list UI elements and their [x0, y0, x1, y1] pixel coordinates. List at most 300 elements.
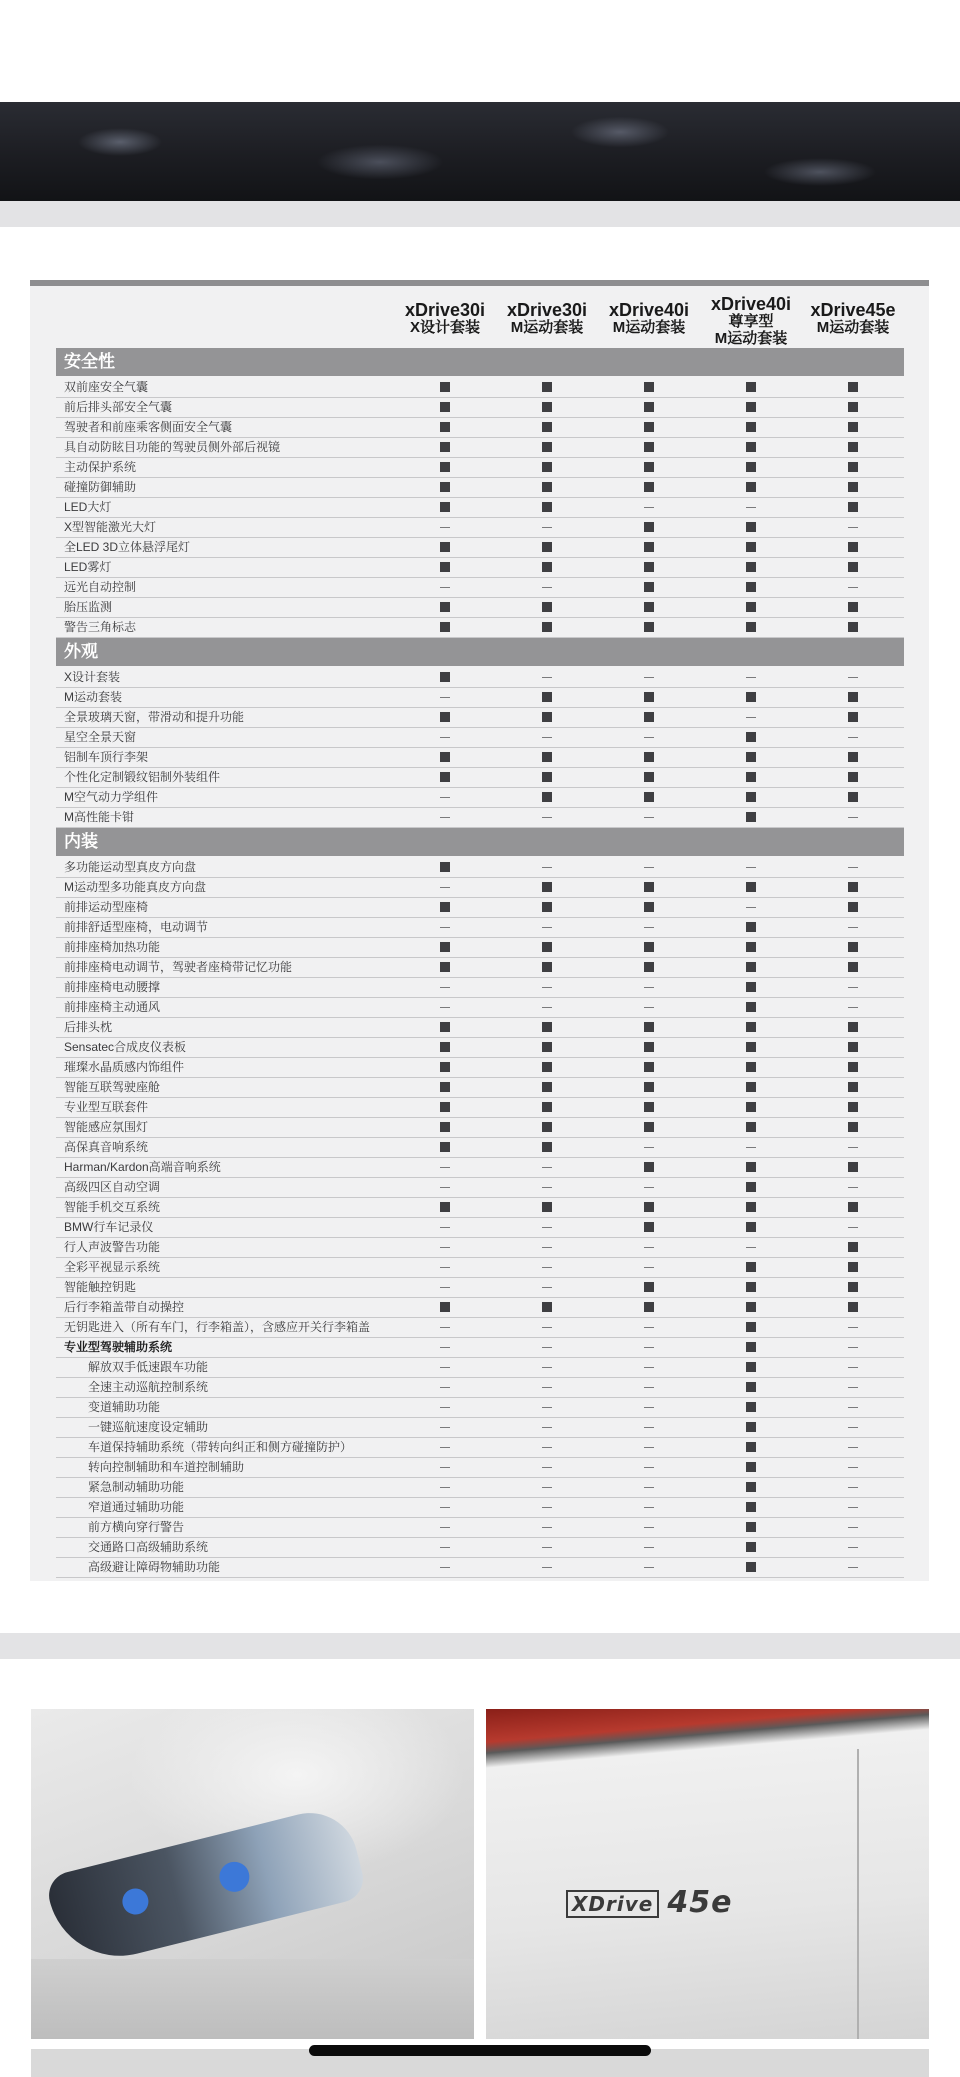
- section-header: 安全性: [56, 348, 904, 376]
- feature-label: 胎压监测: [64, 600, 113, 614]
- table-row: [56, 768, 904, 788]
- standard-mark: [741, 1218, 761, 1237]
- standard-mark: [741, 748, 761, 767]
- not-available-mark: [843, 858, 863, 877]
- standard-mark: [639, 598, 659, 617]
- not-available-mark: [639, 1498, 659, 1517]
- not-available-mark: [639, 808, 659, 827]
- not-available-mark: [435, 1238, 455, 1257]
- standard-mark: [435, 768, 455, 787]
- standard-mark: [435, 668, 455, 687]
- feature-label: 全LED 3D立体悬浮尾灯: [64, 540, 191, 554]
- standard-mark: [741, 378, 761, 397]
- not-available-mark: [435, 1538, 455, 1557]
- feature-label: 星空全景天窗: [64, 730, 137, 744]
- standard-mark: [639, 1218, 659, 1237]
- feature-label: 全景玻璃天窗，带滑动和提升功能: [64, 710, 245, 724]
- standard-mark: [741, 1318, 761, 1337]
- column-header-line: X设计套装: [409, 319, 480, 336]
- not-available-mark: [537, 998, 557, 1017]
- standard-mark: [843, 1238, 863, 1257]
- headlight-image: [44, 1803, 368, 1971]
- not-available-mark: [843, 918, 863, 937]
- table-row: [56, 1058, 904, 1078]
- standard-mark: [741, 1018, 761, 1037]
- not-available-mark: [639, 1138, 659, 1157]
- standard-mark: [741, 728, 761, 747]
- standard-mark: [843, 788, 863, 807]
- feature-label: 双前座安全气囊: [64, 380, 149, 394]
- feature-label: 前排座椅电动腰撑: [64, 980, 161, 994]
- feature-label: 前排运动型座椅: [64, 900, 149, 914]
- table-row: [56, 788, 904, 808]
- not-available-mark: [639, 1438, 659, 1457]
- standard-mark: [435, 898, 455, 917]
- feature-label: 智能感应氛围灯: [64, 1120, 149, 1134]
- standard-mark: [741, 1078, 761, 1097]
- standard-mark: [639, 898, 659, 917]
- standard-mark: [741, 398, 761, 417]
- not-available-mark: [741, 708, 761, 727]
- standard-mark: [741, 1478, 761, 1497]
- table-row: [56, 1158, 904, 1178]
- standard-mark: [741, 788, 761, 807]
- standard-mark: [537, 458, 557, 477]
- not-available-mark: [435, 878, 455, 897]
- not-available-mark: [537, 668, 557, 687]
- standard-mark: [639, 1158, 659, 1177]
- standard-mark: [537, 708, 557, 727]
- feature-label: 转向控制辅助和车道控制辅助: [88, 1460, 245, 1474]
- standard-mark: [435, 958, 455, 977]
- table-row: [56, 478, 904, 498]
- standard-mark: [843, 688, 863, 707]
- not-available-mark: [843, 1218, 863, 1237]
- not-available-mark: [843, 1378, 863, 1397]
- standard-mark: [741, 978, 761, 997]
- table-row: [56, 708, 904, 728]
- standard-mark: [843, 378, 863, 397]
- table-row: [56, 958, 904, 978]
- standard-mark: [435, 478, 455, 497]
- table-row: [56, 1338, 904, 1358]
- standard-mark: [537, 1138, 557, 1157]
- column-header: [700, 296, 802, 347]
- not-available-mark: [537, 1498, 557, 1517]
- not-available-mark: [639, 1258, 659, 1277]
- standard-mark: [639, 1098, 659, 1117]
- not-available-mark: [435, 578, 455, 597]
- standard-mark: [537, 878, 557, 897]
- not-available-mark: [639, 1378, 659, 1397]
- not-available-mark: [537, 1258, 557, 1277]
- feature-label: 全彩平视显示系统: [64, 1260, 161, 1274]
- feature-label: X型智能激光大灯: [64, 520, 157, 534]
- feature-label: 铝制车顶行李架: [64, 750, 149, 764]
- not-available-mark: [843, 1178, 863, 1197]
- standard-mark: [537, 1078, 557, 1097]
- table-row: [56, 578, 904, 598]
- feature-label: X设计套装: [64, 670, 121, 684]
- standard-mark: [741, 578, 761, 597]
- not-available-mark: [435, 978, 455, 997]
- feature-label: 高级四区自动空调: [64, 1180, 161, 1194]
- table-row: [56, 1258, 904, 1278]
- not-available-mark: [639, 1558, 659, 1577]
- standard-mark: [741, 1398, 761, 1417]
- standard-mark: [435, 418, 455, 437]
- table-row: [56, 398, 904, 418]
- not-available-mark: [537, 1318, 557, 1337]
- standard-mark: [843, 498, 863, 517]
- standard-mark: [537, 398, 557, 417]
- not-available-mark: [639, 728, 659, 747]
- table-row: [56, 1438, 904, 1458]
- not-available-mark: [537, 808, 557, 827]
- standard-mark: [843, 768, 863, 787]
- standard-mark: [537, 1298, 557, 1317]
- not-available-mark: [435, 1278, 455, 1297]
- standard-mark: [639, 398, 659, 417]
- feature-label: 警告三角标志: [64, 620, 137, 634]
- standard-mark: [741, 1198, 761, 1217]
- feature-label: 交通路口高级辅助系统: [88, 1540, 209, 1554]
- standard-mark: [741, 1518, 761, 1537]
- feature-label: 车道保持辅助系统（带转向纠正和侧方碰撞防护）: [88, 1440, 353, 1454]
- standard-mark: [843, 1058, 863, 1077]
- standard-mark: [639, 418, 659, 437]
- not-available-mark: [843, 978, 863, 997]
- standard-mark: [537, 788, 557, 807]
- not-available-mark: [537, 1398, 557, 1417]
- standard-mark: [537, 1118, 557, 1137]
- standard-mark: [537, 478, 557, 497]
- table-row: [56, 1358, 904, 1378]
- standard-mark: [639, 578, 659, 597]
- table-row: [56, 438, 904, 458]
- standard-mark: [843, 478, 863, 497]
- feature-label: 前排座椅主动通风: [64, 1000, 161, 1014]
- column-header-line: xDrive30i: [404, 300, 486, 320]
- standard-mark: [435, 378, 455, 397]
- standard-mark: [435, 1138, 455, 1157]
- standard-mark: [537, 538, 557, 557]
- standard-mark: [843, 398, 863, 417]
- standard-mark: [741, 808, 761, 827]
- feature-label: M高性能卡钳: [64, 810, 134, 824]
- standard-mark: [537, 438, 557, 457]
- not-available-mark: [843, 728, 863, 747]
- standard-mark: [537, 1098, 557, 1117]
- standard-mark: [741, 1378, 761, 1397]
- standard-mark: [435, 858, 455, 877]
- standard-mark: [435, 398, 455, 417]
- table-row: [56, 518, 904, 538]
- standard-mark: [435, 1058, 455, 1077]
- not-available-mark: [435, 1458, 455, 1477]
- standard-mark: [741, 768, 761, 787]
- feature-label: 一键巡航速度设定辅助: [88, 1420, 209, 1434]
- standard-mark: [537, 958, 557, 977]
- standard-mark: [537, 1038, 557, 1057]
- not-available-mark: [435, 1558, 455, 1577]
- not-available-mark: [435, 1178, 455, 1197]
- column-header-line: M运动套装: [510, 319, 584, 336]
- standard-mark: [537, 618, 557, 637]
- not-available-mark: [537, 1338, 557, 1357]
- section-header: 外观: [56, 638, 904, 666]
- not-available-mark: [843, 1498, 863, 1517]
- standard-mark: [741, 998, 761, 1017]
- standard-mark: [741, 688, 761, 707]
- feature-label: 主动保护系统: [64, 460, 137, 474]
- table-row: [56, 748, 904, 768]
- standard-mark: [741, 438, 761, 457]
- standard-mark: [435, 598, 455, 617]
- table-row: [56, 1098, 904, 1118]
- standard-mark: [537, 1058, 557, 1077]
- standard-mark: [639, 618, 659, 637]
- not-available-mark: [741, 858, 761, 877]
- not-available-mark: [537, 1178, 557, 1197]
- divider-band: [0, 1633, 960, 1659]
- not-available-mark: [843, 998, 863, 1017]
- table-row: [56, 1078, 904, 1098]
- standard-mark: [537, 598, 557, 617]
- standard-mark: [639, 478, 659, 497]
- standard-mark: [639, 518, 659, 537]
- standard-mark: [741, 1558, 761, 1577]
- standard-mark: [843, 1118, 863, 1137]
- table-row: [56, 1518, 904, 1538]
- column-header: [802, 302, 904, 336]
- standard-mark: [741, 1338, 761, 1357]
- column-header-line: M运动套装: [612, 319, 686, 336]
- standard-mark: [435, 558, 455, 577]
- feature-label: 远光自动控制: [64, 580, 137, 594]
- standard-mark: [741, 418, 761, 437]
- not-available-mark: [537, 728, 557, 747]
- not-available-mark: [639, 1358, 659, 1377]
- standard-mark: [741, 518, 761, 537]
- table-row: [56, 1178, 904, 1198]
- not-available-mark: [843, 1518, 863, 1537]
- not-available-mark: [435, 1518, 455, 1537]
- standard-mark: [741, 918, 761, 937]
- table-row: [56, 938, 904, 958]
- standard-mark: [843, 1258, 863, 1277]
- column-header-line: M运动套装: [816, 319, 890, 336]
- standard-mark: [843, 708, 863, 727]
- standard-mark: [435, 1098, 455, 1117]
- feature-label: 个性化定制锻纹铝制外装组件: [64, 770, 221, 784]
- standard-mark: [843, 598, 863, 617]
- feature-label: LED大灯: [64, 500, 112, 514]
- table-row: [56, 1318, 904, 1338]
- table-row: [56, 688, 904, 708]
- not-available-mark: [435, 1438, 455, 1457]
- standard-mark: [537, 768, 557, 787]
- standard-mark: [537, 1198, 557, 1217]
- table-row: [56, 418, 904, 438]
- standard-mark: [537, 898, 557, 917]
- standard-mark: [537, 938, 557, 957]
- standard-mark: [435, 1298, 455, 1317]
- feature-label: 前排座椅加热功能: [64, 940, 161, 954]
- not-available-mark: [639, 998, 659, 1017]
- feature-label: LED雾灯: [64, 560, 112, 574]
- standard-mark: [639, 378, 659, 397]
- standard-mark: [843, 418, 863, 437]
- not-available-mark: [537, 1278, 557, 1297]
- standard-mark: [639, 708, 659, 727]
- standard-mark: [741, 1178, 761, 1197]
- not-available-mark: [537, 1378, 557, 1397]
- not-available-mark: [435, 1378, 455, 1397]
- not-available-mark: [537, 1538, 557, 1557]
- not-available-mark: [843, 518, 863, 537]
- not-available-mark: [741, 668, 761, 687]
- feature-label: 后排头枕: [64, 1020, 113, 1034]
- not-available-mark: [639, 978, 659, 997]
- standard-mark: [639, 1078, 659, 1097]
- not-available-mark: [537, 1518, 557, 1537]
- standard-mark: [843, 1018, 863, 1037]
- standard-mark: [843, 538, 863, 557]
- column-header: [496, 302, 598, 336]
- not-available-mark: [435, 728, 455, 747]
- standard-mark: [639, 938, 659, 957]
- standard-mark: [741, 558, 761, 577]
- feature-label: M运动型多功能真皮方向盘: [64, 880, 206, 894]
- standard-mark: [741, 1118, 761, 1137]
- standard-mark: [843, 1098, 863, 1117]
- table-row: [56, 728, 904, 748]
- standard-mark: [435, 438, 455, 457]
- standard-mark: [639, 688, 659, 707]
- column-header-line: xDrive30i: [506, 300, 588, 320]
- model-badge-number: 45e: [667, 1885, 733, 1920]
- feature-label: 前排座椅电动调节，驾驶者座椅带记忆功能: [64, 960, 293, 974]
- not-available-mark: [435, 808, 455, 827]
- standard-mark: [843, 1298, 863, 1317]
- not-available-mark: [639, 1518, 659, 1537]
- table-row: [56, 1398, 904, 1418]
- standard-mark: [741, 1538, 761, 1557]
- not-available-mark: [639, 1338, 659, 1357]
- standard-mark: [435, 1038, 455, 1057]
- not-available-mark: [639, 1478, 659, 1497]
- feature-label: 后行李箱盖带自动操控: [64, 1300, 185, 1314]
- standard-mark: [741, 1298, 761, 1317]
- not-available-mark: [537, 918, 557, 937]
- table-row: [56, 978, 904, 998]
- standard-mark: [639, 748, 659, 767]
- table-row: [56, 1238, 904, 1258]
- table-row: [56, 858, 904, 878]
- not-available-mark: [537, 1238, 557, 1257]
- feature-label: 前方横向穿行警告: [88, 1520, 185, 1534]
- standard-mark: [843, 1158, 863, 1177]
- standard-mark: [435, 1118, 455, 1137]
- table-row: [56, 1218, 904, 1238]
- top-blank: [0, 0, 960, 102]
- feature-label: 具自动防眩目功能的驾驶员侧外部后视镜: [64, 440, 281, 454]
- table-row: [56, 498, 904, 518]
- not-available-mark: [639, 668, 659, 687]
- not-available-mark: [843, 1358, 863, 1377]
- not-available-mark: [435, 788, 455, 807]
- table-row: [56, 918, 904, 938]
- feature-label: 无钥匙进入（所有车门，行李箱盖），含感应开关行李箱盖: [64, 1320, 371, 1334]
- not-available-mark: [843, 1438, 863, 1457]
- feature-label: 紧急制动辅助功能: [88, 1480, 185, 1494]
- section-header: 内装: [56, 828, 904, 856]
- not-available-mark: [435, 998, 455, 1017]
- not-available-mark: [537, 1418, 557, 1437]
- standard-mark: [435, 1018, 455, 1037]
- table-row: [56, 598, 904, 618]
- standard-mark: [639, 1038, 659, 1057]
- badge-photo: [486, 1709, 929, 2039]
- standard-mark: [741, 878, 761, 897]
- not-available-mark: [537, 1438, 557, 1457]
- hero-lava-image: [0, 102, 960, 201]
- table-row: [56, 1278, 904, 1298]
- standard-mark: [843, 438, 863, 457]
- feature-label: Harman/Kardon高端音响系统: [64, 1160, 221, 1174]
- not-available-mark: [639, 1318, 659, 1337]
- feature-label: 驾驶者和前座乘客侧面安全气囊: [64, 420, 233, 434]
- not-available-mark: [435, 1218, 455, 1237]
- feature-label: 璀璨水晶质感内饰组件: [64, 1060, 185, 1074]
- standard-mark: [741, 1438, 761, 1457]
- home-indicator[interactable]: [309, 2045, 651, 2056]
- standard-mark: [435, 458, 455, 477]
- standard-mark: [843, 958, 863, 977]
- feature-label: 智能手机交互系统: [64, 1200, 161, 1214]
- table-row: [56, 538, 904, 558]
- spec-table: [30, 280, 929, 1581]
- standard-mark: [537, 688, 557, 707]
- column-header-line: xDrive40i: [710, 294, 792, 314]
- standard-mark: [843, 458, 863, 477]
- standard-mark: [435, 1198, 455, 1217]
- feature-label: BMW行车记录仪: [64, 1220, 154, 1234]
- standard-mark: [741, 1098, 761, 1117]
- table-row: [56, 1558, 904, 1578]
- not-available-mark: [843, 1478, 863, 1497]
- standard-mark: [639, 1118, 659, 1137]
- standard-mark: [843, 1078, 863, 1097]
- feature-label: 变道辅助功能: [88, 1400, 161, 1414]
- not-available-mark: [843, 578, 863, 597]
- standard-mark: [843, 938, 863, 957]
- table-row: [56, 618, 904, 638]
- not-available-mark: [639, 1398, 659, 1417]
- standard-mark: [741, 1278, 761, 1297]
- column-header: [394, 302, 496, 336]
- table-row: [56, 1538, 904, 1558]
- standard-mark: [843, 898, 863, 917]
- not-available-mark: [435, 1478, 455, 1497]
- standard-mark: [741, 458, 761, 477]
- not-available-mark: [537, 578, 557, 597]
- standard-mark: [435, 748, 455, 767]
- model-badge: [566, 1885, 732, 1920]
- not-available-mark: [843, 1538, 863, 1557]
- table-row: [56, 1418, 904, 1438]
